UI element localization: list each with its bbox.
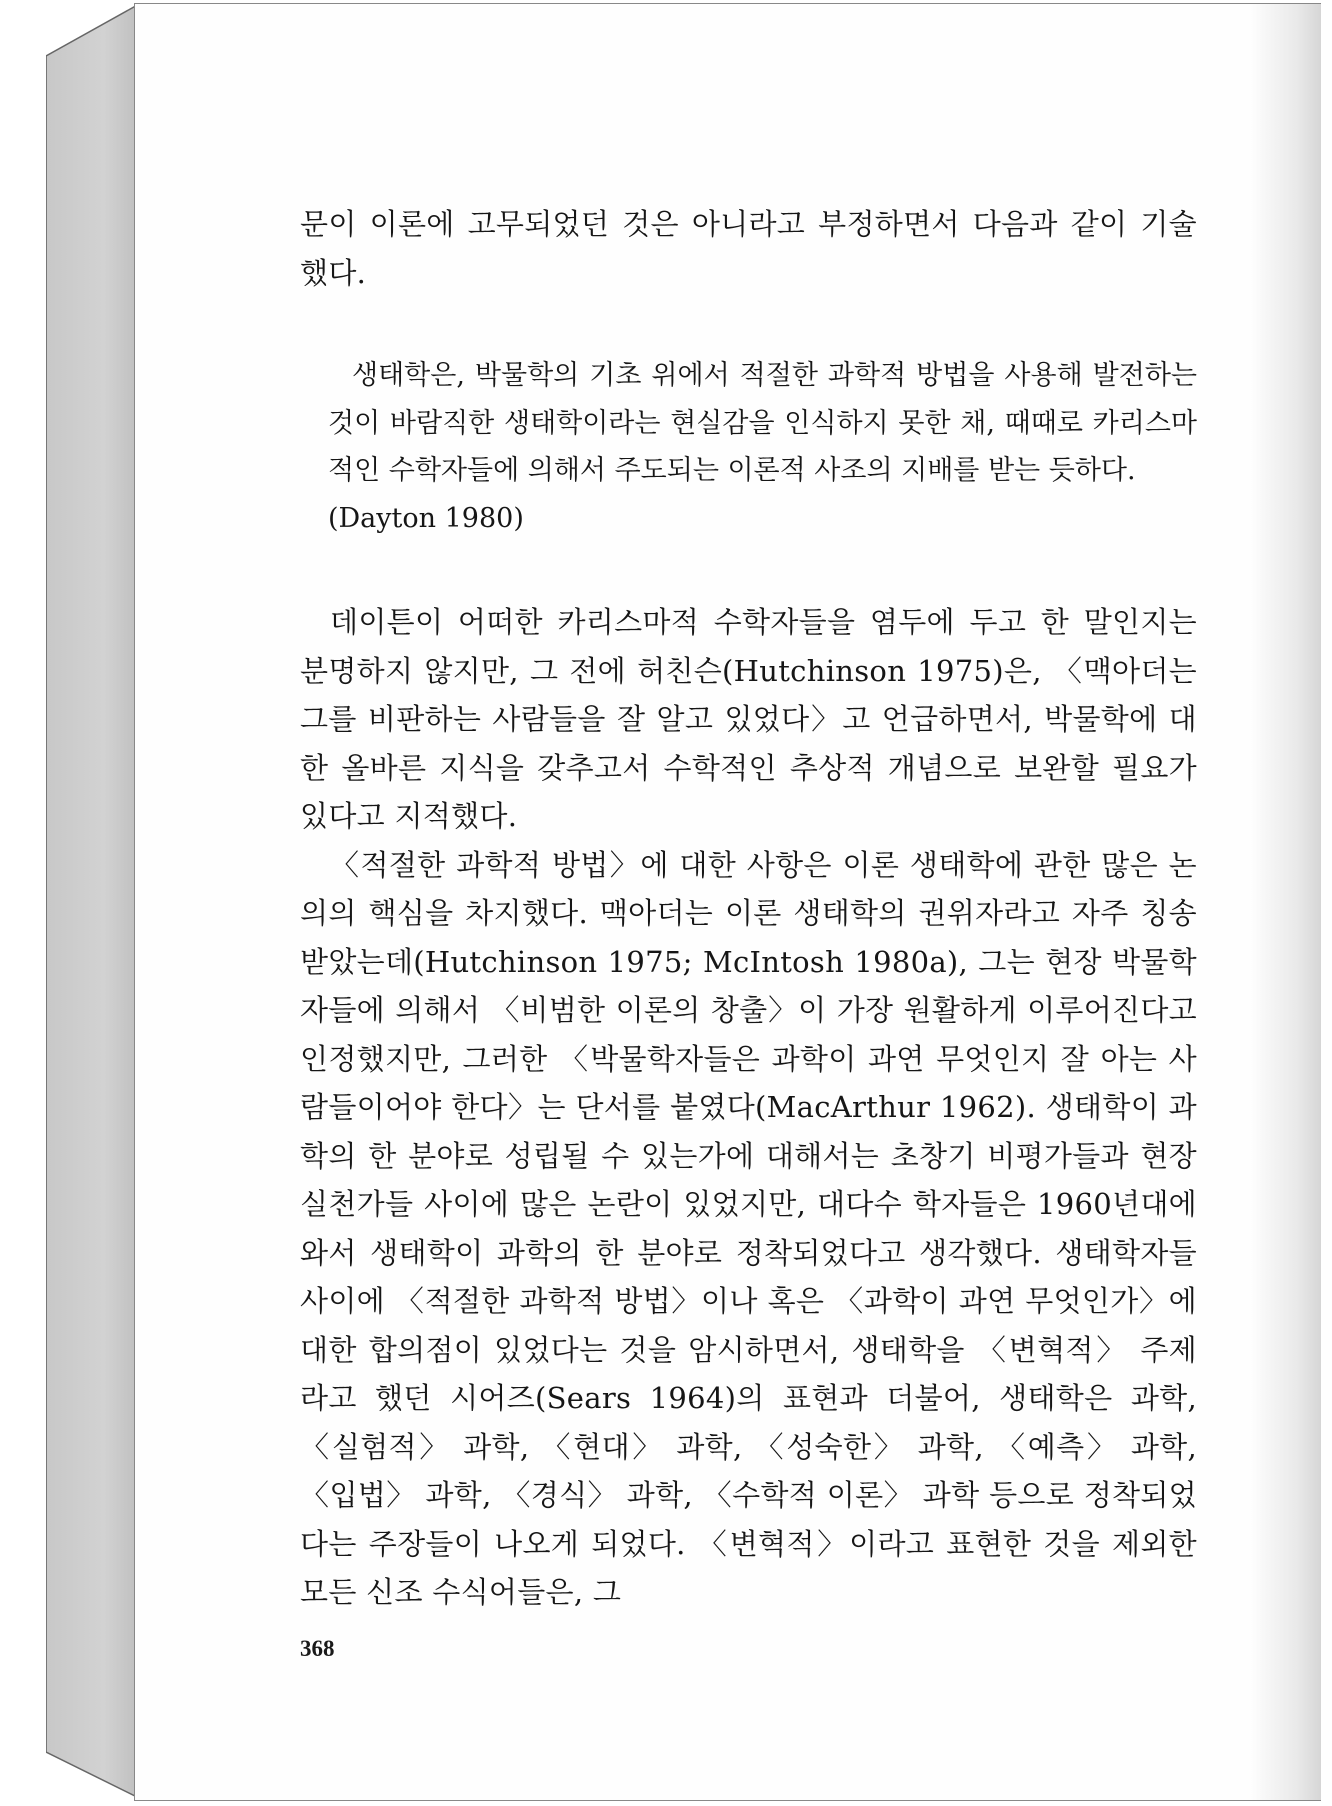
intro-paragraph <box>300 200 1197 297</box>
intro-text: 문이 이론에 고무되었던 것은 아니라고 부정하면서 다음과 같이 기술했다. <box>300 207 1197 290</box>
book-spine <box>46 3 142 1799</box>
paragraph-1: 데이튼이 어떠한 카리스마적 수학자들을 염두에 두고 한 말인지는 분명하지 않지만, 그 전에 허친슨(Hutchinson 1975)은, 〈맥아더는 그를 비판하는 사람들을 잘 알고 있었다〉고 언급하면서, 박물학에 대한 올바른 지식을 갖추고서 수학적인 추상적 개념으로 보완할 필요가 있다고 지적했다. <box>300 605 1197 833</box>
block-quote <box>328 352 1197 542</box>
quote-text: 생태학은, 박물학의 기초 위에서 적절한 과학적 방법을 사용해 발전하는 것이 바람직한 생태학이라는 현실감을 인식하지 못한 채, 때때로 카리스마적인 수학자들에 의해서 주도되는 이론적 사조의 지배를 받는 듯하다. <box>328 360 1197 486</box>
page-number: 368 <box>300 1636 335 1661</box>
body-text <box>300 598 1197 1617</box>
paragraph-2: 〈적절한 과학적 방법〉에 대한 사항은 이론 생태학에 관한 많은 논의의 핵심을 차지했다. 맥아더는 이론 생태학의 권위자라고 자주 칭송받았는데(Hutchinson 1975; McIntosh 1980a), 그는 현장 박물학자들에 의해서 〈비범한 이론의 창출〉이 가장 원활하게 이루어진다고 인정했지만, 그러한 〈박물학자들은 과학이 과연 무엇인지 잘 아는 사람들이어야 한다〉는 단서를 붙였다(MacArthur 1962). 생태학이 과학의 한 분야로 성립될 수 있는가에 대해서는 초창기 비평가들과 현장 실천가들 사이에 많은 논란이 있었지만, 대다수 학자들은 1960년대에 와서 생태학이 과학의 한 분야로 정착되었다고 생각했다. 생태학자들 사이에 〈적절한 과학적 방법〉이나 혹은 〈과학이 과연 무엇인가〉에 대한 합의점이 있었다는 것을 암시하면서, 생태학을 〈변혁적〉 주제라고 했던 시어즈(Sears 1964)의 표현과 더불어, 생태학은 과학, 〈실험적〉 과학, 〈현대〉 과학, 〈성숙한〉 과학, 〈예측〉 과학, 〈입법〉 과학, 〈경식〉 과학, 〈수학적 이론〉 과학 등으로 정착되었다는 주장들이 나오게 되었다. 〈변혁적〉이라고 표현한 것을 제외한 모든 신조 수식어들은, 그 <box>300 847 1197 1609</box>
quote-citation: (Dayton 1980) <box>328 502 524 534</box>
